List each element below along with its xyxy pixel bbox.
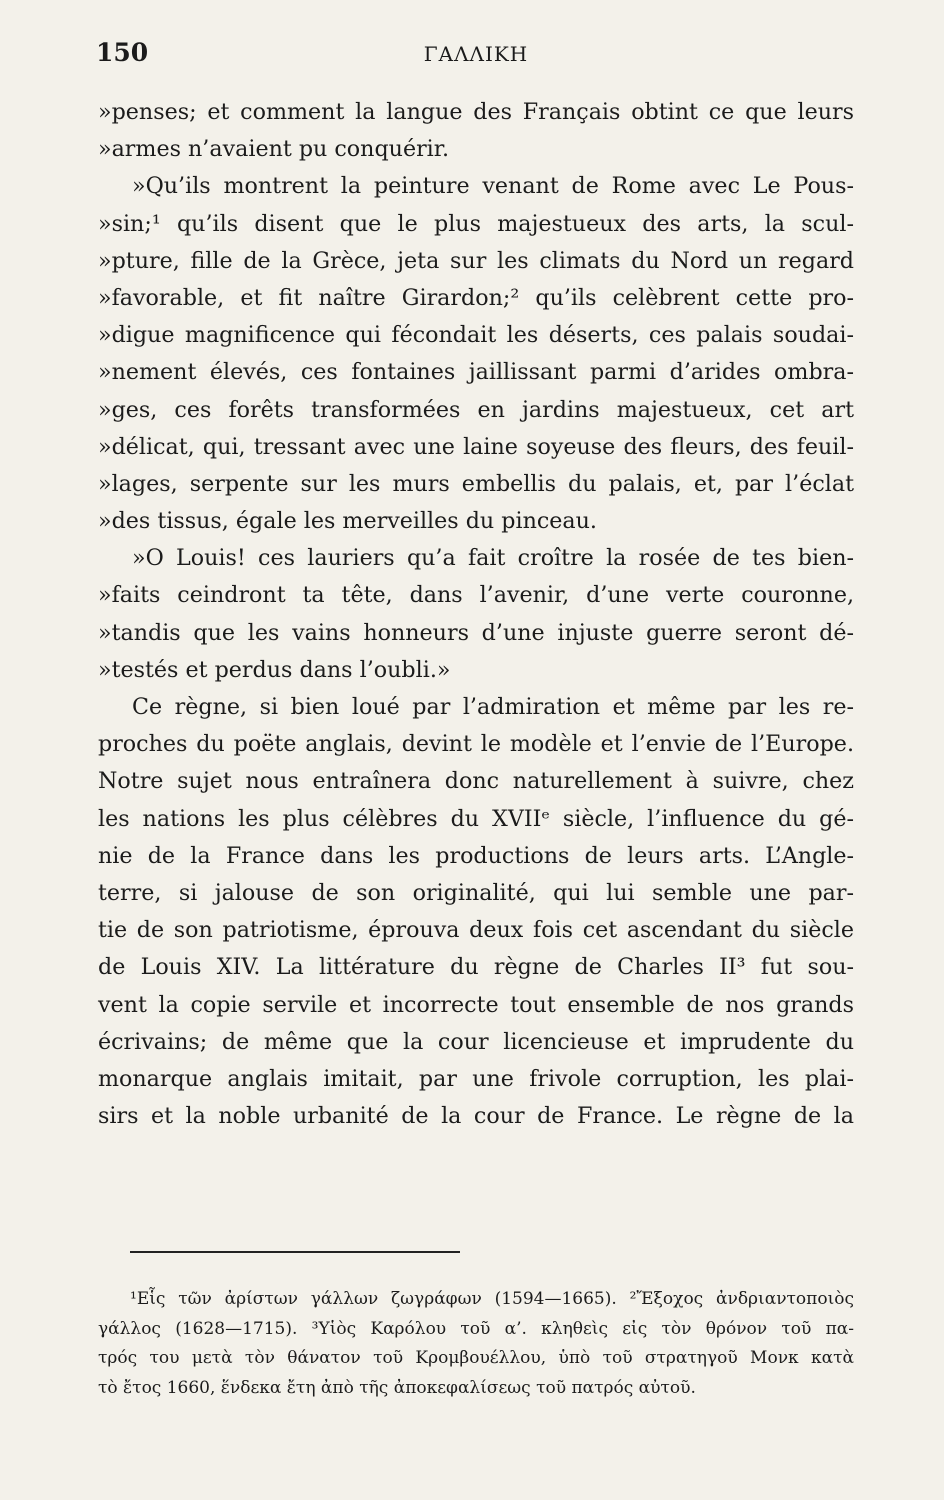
text-line: »testés et perdus dans l’oubli.» <box>98 656 451 683</box>
page-number: 150 <box>96 38 149 67</box>
text-line: de Louis XIV. La littérature du règne de Charles II³ fut sou- <box>98 954 854 981</box>
text-line: Notre sujet nous entraînera donc naturellement à suivre, chez <box>98 768 854 795</box>
text-line: »ges, ces forêts transformées en jardins majestueux, cet art <box>98 396 854 423</box>
text-line: sirs et la noble urbanité de la cour de France. Le règne de la <box>98 1103 854 1130</box>
text-line: tie de son patriotisme, éprouva deux fois cet ascendant du siècle <box>98 917 854 944</box>
text-line: »sin;¹ qu’ils disent que le plus majestueux des arts, la scul- <box>98 210 854 237</box>
text-line: »délicat, qui, tressant avec une laine soyeuse des fleurs, des feuil- <box>98 433 854 460</box>
text-line: Ce règne, si bien loué par l’admiration et même par les re- <box>132 694 854 720</box>
footnote-line: τὸ ἔτος 1660, ἕνδεκα ἔτη ἀπὸ τῆς ἀποκεφαλίσεως τοῦ πατρός αὐτοῦ. <box>98 1377 696 1398</box>
text-line: »faits ceindront ta tête, dans l’avenir, d’une verte couronne, <box>98 582 854 609</box>
body-text <box>98 94 854 1135</box>
footnote-line: ¹Εἷς τῶν ἀρίστων γάλλων ζωγράφων (1594—1665). ²Ἔξοχος ἀνδριαντοποιὸς <box>130 1289 854 1309</box>
footnote-divider <box>130 1251 460 1253</box>
page-header <box>96 38 856 78</box>
footnotes <box>98 1285 854 1403</box>
text-line: proches du poëte anglais, devint le modèle et l’envie de l’Europe. <box>98 731 854 758</box>
running-head: ΓΑΛΛΙΚΗ <box>423 42 529 66</box>
text-line: »penses; et comment la langue des Français obtint ce que leurs <box>98 99 854 125</box>
footnote-line: τρός του μετὰ τὸν θάνατον τοῦ Κρομβουέλλου, ὑπὸ τοῦ στρατηγοῦ Μονκ κατὰ <box>98 1348 854 1368</box>
text-line: vent la copie servile et incorrecte tout ensemble de nos grands <box>98 991 854 1018</box>
text-line: »digue magnificence qui fécondait les déserts, ces palais soudai- <box>98 322 854 349</box>
text-line: monarque anglais imitait, par une frivole corruption, les plai- <box>98 1065 854 1092</box>
text-line: »armes n’avaient pu conquérir. <box>98 136 450 163</box>
text-line: »nement élevés, ces fontaines jaillissant parmi d’arides ombra- <box>98 359 854 386</box>
text-line: »des tissus, égale les merveilles du pinceau. <box>98 508 597 535</box>
text-line: nie de la France dans les productions de leurs arts. L’Angle- <box>98 842 854 869</box>
text-line: terre, si jalouse de son originalité, qui lui semble une par- <box>98 879 854 906</box>
text-line: »tandis que les vains honneurs d’une injuste guerre seront dé- <box>98 619 854 646</box>
text-line: »lages, serpente sur les murs embellis du palais, et, par l’éclat <box>98 470 854 497</box>
text-line: »favorable, et fit naître Girardon;² qu’ils celèbrent cette pro- <box>98 284 854 311</box>
text-line: les nations les plus célèbres du XVIIᵉ siècle, l’influence du gé- <box>98 805 854 832</box>
text-line: écrivains; de même que la cour licencieuse et imprudente du <box>98 1028 854 1055</box>
text-line: »pture, fille de la Grèce, jeta sur les climats du Nord un regard <box>98 247 854 274</box>
text-line: »Qu’ils montrent la peinture venant de Rome avec Le Pous- <box>132 173 854 200</box>
footnote-line: γάλλος (1628—1715). ³Υἱὸς Καρόλου τοῦ α’. κληθεὶς εἰς τὸν θρόνον τοῦ πα- <box>98 1318 854 1339</box>
text-line: »O Louis! ces lauriers qu’a fait croître la rosée de tes bien- <box>132 545 854 572</box>
